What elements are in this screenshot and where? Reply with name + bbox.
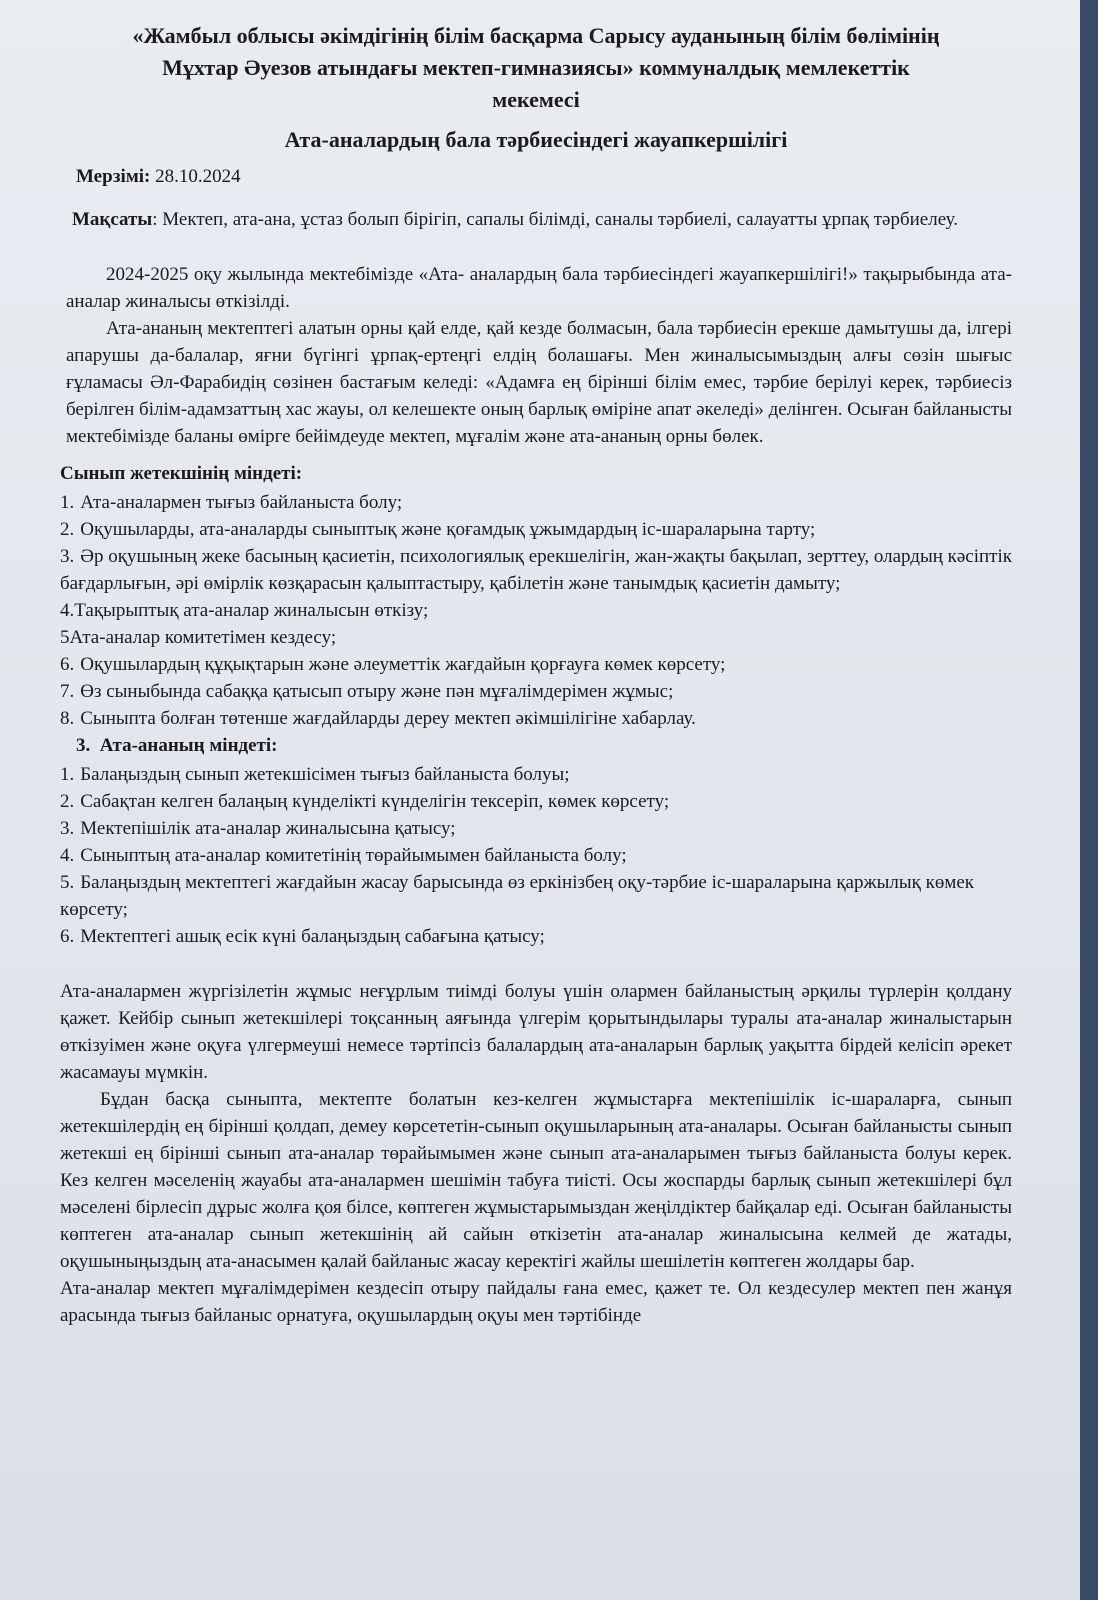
list-item bbox=[60, 705, 1012, 732]
list-item-text: Балаңыздың мектептегі жағдайын жасау барысында өз еркінізбең оқу-тәрбие іс-шараларына қаржылық көмек көрсету; bbox=[60, 872, 975, 920]
teacher-duties-heading-text: Сынып жетекшінің міндеті bbox=[60, 463, 296, 484]
date-line bbox=[76, 163, 1012, 190]
list-item-number: 6. bbox=[60, 654, 75, 675]
body-paragraph-2: Бұдан басқа сыныпта, мектепте болатын кез-келген жұмыстарға мектепішілік іс-шараларға, сынып жетекшілердің ең бірінші қолдап, демеу көрсететін-сынып оқушыларының ата-аналары. Осыған байланысты сынып жетекші ең бірінші сынып ата-аналар төрайымымен және сынып ата-аналарымен тығыз байланыста болуы керек. Кез келген мәселенің жауабы ата-аналармен шешімін табуға тиісті. Осы жоспарды барлық сынып жетекшілері бұл мәселені бірлесіп дұрыс жолға қоя білсе, көптеген жұмыстарымыздан жеңілдіктер байқалар еді. Осыған байланысты көптеген ата-аналар сынып жетекшінің ай сайын өткізетін ата-аналар жиналысына келмей де жатады, оқушыныңыздың ата-анасымен қалай байланыс жасау керектігі жайлы шешілетін көптеген жолдары бар. bbox=[60, 1089, 1012, 1272]
list-item-text: Сыныптың ата-аналар комитетінің төрайымымен байланыста болу; bbox=[80, 845, 627, 866]
intro-paragraph-2: Ата-ананың мектептегі алатын орны қай елде, қай кезде болмасын, бала тәрбиесін ерекше дамытушы да, ілгері апарушы да-балалар, яғни бүгінгі ұрпақ-ертеңгі елдің болашағы. Мен жиналысымыздың алғы сөзін шығыс ғұламасы Әл-Фарабидің сөзінен бастағым келеді: «Адамға ең бірінші білім емес, тәрбие берілуі керек, тәрбиесіз берілген білім-адамзаттың хас жауы, ол келешекте оның барлық өміріне апат әкеледі» делінген. Осыған байланысты мектебімізде баланы өмірге бейімдеуде мектеп, мұғалім және ата-ананың орны бөлек. bbox=[66, 318, 1012, 447]
body-paragraph-3: Ата-аналар мектеп мұғалімдерімен кездесіп отыру пайдалы ғана емес, қажет те. Ол кездесулер мектеп пен жанұя арасында тығыз байланыс орнатуға, оқушылардың оқуы мен тәртібінде bbox=[60, 1278, 1012, 1326]
teacher-duties-list bbox=[60, 489, 1012, 732]
list-item-text: Ата-аналармен тығыз байланыста болу; bbox=[80, 492, 403, 513]
parent-duties-heading-number: 3. bbox=[76, 735, 91, 756]
body-paragraph-1: Ата-аналармен жүргізілетін жұмыс неғұрлым тиімді болуы үшін олармен байланыстың әрқилы түрлерін қолдану қажет. Кейбір сынып жетекшілері тоқсанның аяғында үлгерім қорытындылары туралы ата-аналар жиналыстарын өткізуімен және оқуға үлгермеуші немесе тәртіпсіз балалардың ата-аналарын барлық уақытта бірдей келісіп әрекет жасамауы мүмкін. bbox=[60, 981, 1012, 1083]
goal-paragraph bbox=[72, 206, 1012, 233]
list-item-text: Мектептегі ашық есік күні балаңыздың сабағына қатысу; bbox=[80, 926, 545, 947]
list-item-text: Әр оқушының жеке басының қасиетін, психологиялық ерекшелігін, жан-жақты бақылап, зерттеу, олардың кәсіптік бағдарлығын, әрі өмірлік көзқарасын қалыптастыру, қабілетін және танымдық қасиетін дамыту; bbox=[60, 546, 1012, 594]
list-item bbox=[60, 788, 1012, 815]
list-item-text: Өз сыныбында сабаққа қатысып отыру және пән мұғалімдерімен жұмыс; bbox=[80, 681, 674, 702]
list-item bbox=[60, 815, 1012, 842]
list-item-number: 1. bbox=[60, 492, 75, 513]
list-item-number: 6. bbox=[60, 926, 75, 947]
list-item-number: 5. bbox=[60, 872, 75, 893]
list-item bbox=[60, 678, 1012, 705]
list-item-text: Сыныпта болған төтенше жағдайларды дереу мектеп әкімшілігіне хабарлау. bbox=[80, 708, 696, 729]
list-item-text: Балаңыздың сынып жетекшісімен тығыз байланыста болуы; bbox=[80, 764, 570, 785]
header-line-2: Мұхтар Әуезов атындағы мектеп-гимназиясы» коммуналдық мемлекеттік bbox=[162, 55, 910, 80]
list-item bbox=[60, 543, 1012, 597]
header-line-1: «Жамбыл облысы әкімдігінің білім басқарма Сарысу ауданының білім бөлімінің bbox=[132, 23, 940, 48]
list-item bbox=[60, 923, 1012, 950]
date-label: Мерзімі: bbox=[76, 166, 151, 187]
list-item-number: 2. bbox=[60, 791, 75, 812]
parent-duties-list bbox=[60, 761, 1012, 950]
list-item-text: Ата-аналар комитетімен кездесу; bbox=[69, 627, 337, 648]
list-item-number: 5 bbox=[60, 627, 70, 648]
goal-label: Мақсаты bbox=[72, 209, 153, 230]
list-item-text: Оқушыларды, ата-аналарды сыныптық және қоғамдық ұжымдардың іс-шараларына тарту; bbox=[80, 519, 816, 540]
teacher-duties-heading: Сынып жетекшінің міндеті: bbox=[60, 463, 303, 484]
list-item-text: Тақырыптық ата-аналар жиналысын өткізу; bbox=[74, 600, 429, 621]
list-item-number: 7. bbox=[60, 681, 75, 702]
parent-duties-heading: 3. Ата-ананың міндеті: bbox=[76, 735, 278, 756]
list-item-number: 3. bbox=[60, 546, 75, 567]
list-item-text: Оқушылардың құқықтарын және әлеуметтік жағдайын қорғауға көмек көрсету; bbox=[80, 654, 726, 675]
list-item-number: 8. bbox=[60, 708, 75, 729]
list-item bbox=[60, 597, 1012, 624]
list-item-number: 3. bbox=[60, 818, 75, 839]
list-item-number: 4. bbox=[60, 845, 75, 866]
list-item-number: 1. bbox=[60, 764, 75, 785]
list-item-number: 4. bbox=[60, 600, 75, 621]
document-title: Ата-аналардың бала тәрбиесіндегі жауапкершілігі bbox=[284, 127, 788, 152]
list-item-number: 2. bbox=[60, 519, 75, 540]
list-item bbox=[60, 869, 1012, 923]
list-item-text: Сабақтан келген балаңың күнделікті күнделігін тексеріп, көмек көрсету; bbox=[80, 791, 670, 812]
list-item bbox=[60, 761, 1012, 788]
date-value: 28.10.2024 bbox=[155, 166, 241, 187]
document-header bbox=[60, 20, 1012, 116]
intro-paragraph-1: 2024-2025 оқу жылында мектебімізде «Ата- аналардың бала тәрбиесіндегі жауапкершілігі!» тақырыбында ата-аналар жиналысы өткізілді. bbox=[66, 264, 1012, 312]
parent-duties-heading-text: Ата-ананың міндеті bbox=[99, 735, 272, 756]
list-item bbox=[60, 651, 1012, 678]
list-item-text: Мектепішілік ата-аналар жиналысына қатысу; bbox=[80, 818, 456, 839]
header-line-3: мекемесі bbox=[492, 87, 580, 112]
list-item bbox=[60, 624, 1012, 651]
goal-text: : Мектеп, ата-ана, ұстаз болып бірігіп, сапалы білімді, саналы тәрбиелі, салауатты ұрпақ тәрбиелеу. bbox=[152, 209, 959, 230]
list-item bbox=[60, 516, 1012, 543]
list-item bbox=[60, 489, 1012, 516]
list-item bbox=[60, 842, 1012, 869]
